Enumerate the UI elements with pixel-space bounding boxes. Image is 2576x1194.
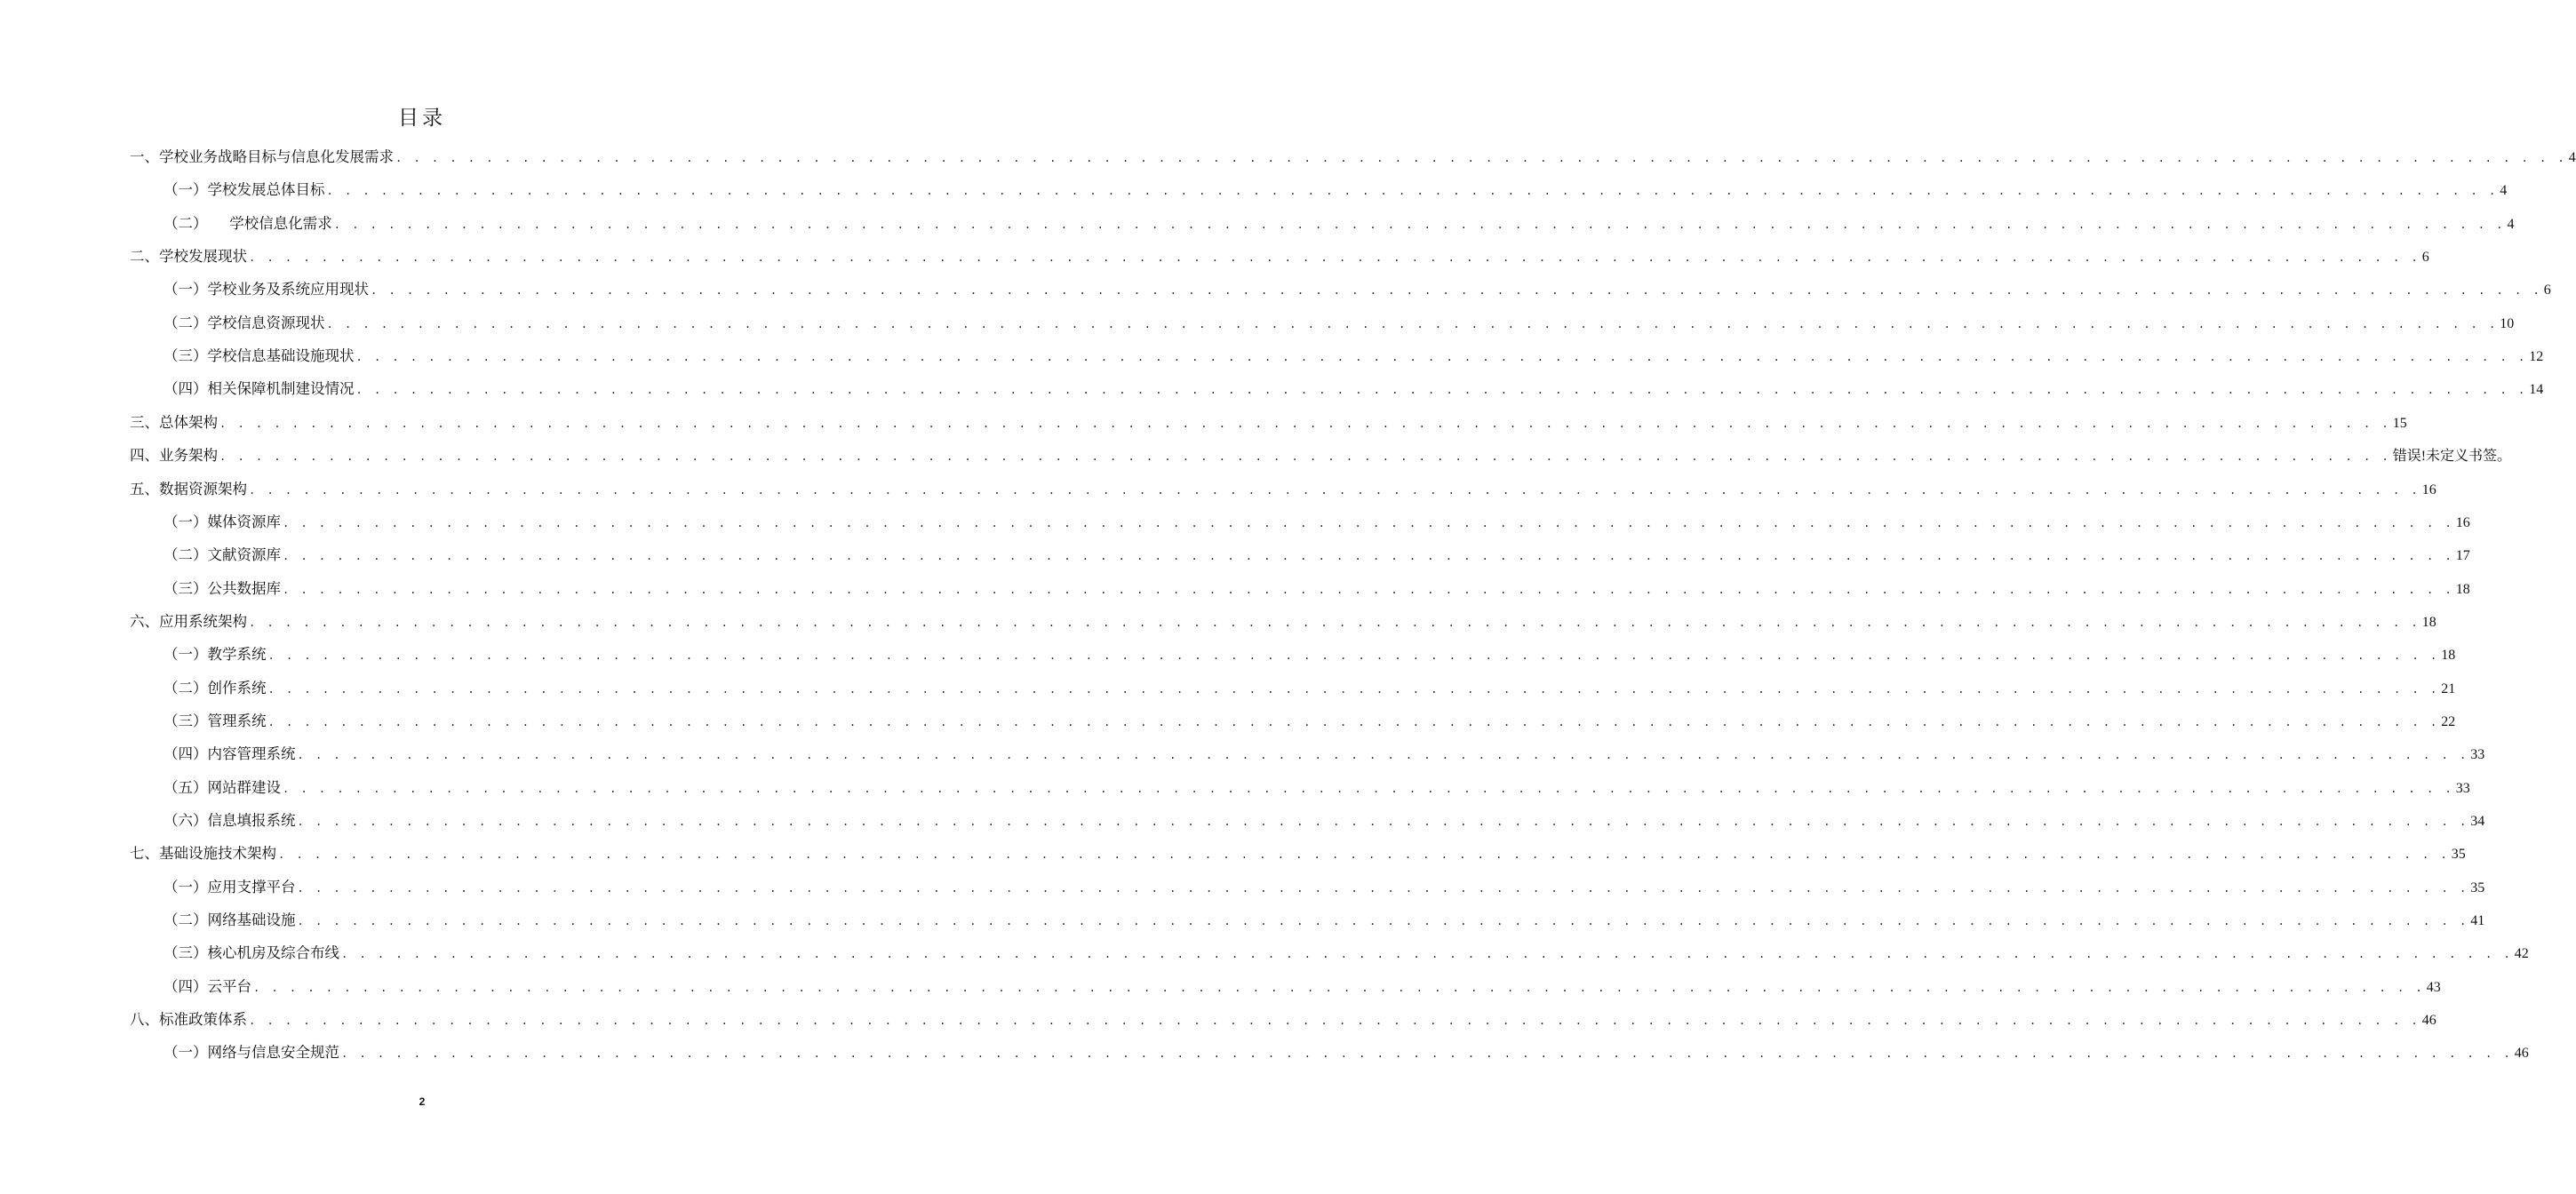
toc-entry-page: 4: [2500, 183, 2508, 199]
toc-dot-leader: . . . . . . . . . . . . . . . . . . . . . . . . . . . . . . . . . . . . . . . . . . . . . . . . . . . . . . . . . . . . . . . . . . . . . . . . . . . . . . . . . . . . . . . . . . . . . . . . . . . . . . . . . . . . . . . . . . . . . . . .: [371, 284, 2542, 298]
toc-dot-leader: . . . . . . . . . . . . . . . . . . . . . . . . . . . . . . . . . . . . . . . . . . . . . . . . . . . . . . . . . . . . . . . . . . . . . . . . . . . . . . . . . . . . . . . . . . . . . . . . . . . . . . . . . . . . . . . . . . . . . . . .: [219, 450, 2391, 464]
toc-entry-page: 4: [2507, 216, 2515, 232]
page-number: 2: [419, 1095, 426, 1108]
toc-entry-page: 16: [2455, 514, 2470, 530]
toc-entry[interactable]: [130, 244, 2429, 271]
toc-entry[interactable]: [163, 1040, 2529, 1067]
toc-entry-page: 22: [2441, 713, 2456, 729]
toc-entry-page: 14: [2529, 382, 2544, 398]
toc-dot-leader: . . . . . . . . . . . . . . . . . . . . . . . . . . . . . . . . . . . . . . . . . . . . . . . . . . . . . . . . . . . . . . . . . . . . . . . . . . . . . . . . . . . . . . . . . . . . . . . . . . . . . . . . . . . . . . . . . . . . . . . .: [267, 715, 2440, 728]
toc-dot-leader: . . . . . . . . . . . . . . . . . . . . . . . . . . . . . . . . . . . . . . . . . . . . . . . . . . . . . . . . . . . . . . . . . . . . . . . . . . . . . . . . . . . . . . . . . . . . . . . . . . . . . . . . . . . . . . . . . . . . . . . .: [249, 616, 2420, 629]
toc-entry-page: 15: [2392, 415, 2407, 431]
toc-entry-page: 42: [2514, 946, 2529, 962]
toc-entry-label: （二）文献资源库: [163, 546, 281, 564]
toc-entry-label: （三）学校信息基础设施现状: [163, 347, 355, 365]
toc-entry-label: （三）管理系统: [163, 712, 267, 729]
toc-entry-page: 35: [2470, 880, 2485, 896]
toc-entry-page: 35: [2451, 847, 2466, 863]
toc-entry-label: 二、学校发展现状: [130, 248, 247, 266]
toc-dot-leader: . . . . . . . . . . . . . . . . . . . . . . . . . . . . . . . . . . . . . . . . . . . . . . . . . . . . . . . . . . . . . . . . . . . . . . . . . . . . . . . . . . . . . . . . . . . . . . . . . . . . . . . . . . . . . . . . . . . . . . . .: [283, 550, 2454, 563]
toc-dot-leader: . . . . . . . . . . . . . . . . . . . . . . . . . . . . . . . . . . . . . . . . . . . . . . . . . . . . . . . . . . . . . . . . . . . . . . . . . . . . . . . . . . . . . . . . . . . . . . . . . . . . . . . . . . . . . . . . . . . . . . . .: [283, 516, 2454, 529]
toc-entry[interactable]: [163, 875, 2485, 902]
toc-dot-leader: . . . . . . . . . . . . . . . . . . . . . . . . . . . . . . . . . . . . . . . . . . . . . . . . . . . . . . . . . . . . . . . . . . . . . . . . . . . . . . . . . . . . . . . . . . . . . . . . . . . . . . . . . . . . . . . . . . . . . . . .: [219, 417, 2391, 430]
toc-entry-label: 八、标准政策体系: [130, 1011, 247, 1029]
toc-entry[interactable]: [163, 277, 2551, 304]
toc-entry[interactable]: [163, 908, 2485, 935]
toc-dot-leader: . . . . . . . . . . . . . . . . . . . . . . . . . . . . . . . . . . . . . . . . . . . . . . . . . . . . . . . . . . . . . . . . . . . . . . . . . . . . . . . . . . . . . . . . . . . . . . . . . . . . . . . . . . . . . . . . . . . . . . . .: [249, 1015, 2420, 1028]
toc-entry-label: （一）学校业务及系统应用现状: [163, 281, 369, 298]
toc-entry-page: 12: [2529, 349, 2544, 365]
toc-dot-leader: . . . . . . . . . . . . . . . . . . . . . . . . . . . . . . . . . . . . . . . . . . . . . . . . . . . . . . . . . . . . . . . . . . . . . . . . . . . . . . . . . . . . . . . . . . . . . . . . . . . . . . . . . . . . . . . . . . . . . . . .: [267, 682, 2440, 696]
toc-entry[interactable]: [163, 178, 2508, 204]
toc-entry-page: 4: [2568, 150, 2576, 165]
toc-entry[interactable]: [163, 577, 2470, 603]
toc-entry-page: 6: [2543, 283, 2551, 298]
toc-entry[interactable]: [163, 377, 2544, 403]
toc-entry[interactable]: [163, 676, 2456, 703]
toc-entry[interactable]: [130, 609, 2436, 636]
toc-dot-leader: . . . . . . . . . . . . . . . . . . . . . . . . . . . . . . . . . . . . . . . . . . . . . . . . . . . . . . . . . . . . . . . . . . . . . . . . . . . . . . . . . . . . . . . . . . . . . . . . . . . . . . . . . . . . . . . . . . . . . . . .: [249, 251, 2420, 265]
toc-entry-page: 错误!未定义书签。: [2392, 449, 2512, 465]
toc-entry[interactable]: [163, 742, 2485, 768]
toc-entry-label: 四、业务架构: [130, 447, 218, 465]
toc-dot-leader: . . . . . . . . . . . . . . . . . . . . . . . . . . . . . . . . . . . . . . . . . . . . . . . . . . . . . . . . . . . . . . . . . . . . . . . . . . . . . . . . . . . . . . . . . . . . . . . . . . . . . . . . . . . . . . . . . . . . . . . .: [283, 782, 2454, 795]
toc-entry[interactable]: [163, 975, 2441, 1001]
toc-entry[interactable]: [163, 344, 2544, 370]
toc-entry-label: （一）学校发展总体目标: [163, 181, 325, 199]
toc-dot-leader: . . . . . . . . . . . . . . . . . . . . . . . . . . . . . . . . . . . . . . . . . . . . . . . . . . . . . . . . . . . . . . . . . . . . . . . . . . . . . . . . . . . . . . . . . . . . . . . . . . . . . . . . . . . . . . . . . . . . . . . .: [326, 185, 2499, 198]
toc-dot-leader: . . . . . . . . . . . . . . . . . . . . . . . . . . . . . . . . . . . . . . . . . . . . . . . . . . . . . . . . . . . . . . . . . . . . . . . . . . . . . . . . . . . . . . . . . . . . . . . . . . . . . . . . . . . . . . . . . . . . . . . .: [355, 384, 2528, 397]
toc-entry-page: 33: [2455, 780, 2470, 796]
toc-entry-page: 17: [2455, 548, 2470, 564]
toc-entry-page: 16: [2421, 482, 2436, 498]
toc-entry-label: 一、学校业务战略目标与信息化发展需求: [130, 148, 394, 165]
toc-entry-page: 6: [2421, 250, 2429, 266]
toc-dot-leader: . . . . . . . . . . . . . . . . . . . . . . . . . . . . . . . . . . . . . . . . . . . . . . . . . . . . . . . . . . . . . . . . . . . . . . . . . . . . . . . . . . . . . . . . . . . . . . . . . . . . . . . . . . . . . . . . . . . . . . . .: [395, 152, 2567, 164]
toc-dot-leader: . . . . . . . . . . . . . . . . . . . . . . . . . . . . . . . . . . . . . . . . . . . . . . . . . . . . . . . . . . . . . . . . . . . . . . . . . . . . . . . . . . . . . . . . . . . . . . . . . . . . . . . . . . . . . . . . . . . . . . . .: [297, 816, 2469, 828]
toc-entry-page: 46: [2421, 1013, 2436, 1029]
toc-entry-label: （二）学校信息资源现状: [163, 314, 325, 331]
toc-entry[interactable]: [130, 841, 2466, 868]
toc-entry-label: （二）网络基础设施: [163, 911, 296, 929]
toc-entry-label: 三、总体架构: [130, 413, 218, 431]
toc-entry-page: 10: [2500, 315, 2515, 331]
toc-entry-label: （一）教学系统: [163, 646, 267, 664]
toc-entry-label: （三）公共数据库: [163, 579, 281, 597]
toc-dot-leader: . . . . . . . . . . . . . . . . . . . . . . . . . . . . . . . . . . . . . . . . . . . . . . . . . . . . . . . . . . . . . . . . . . . . . . . . . . . . . . . . . . . . . . . . . . . . . . . . . . . . . . . . . . . . . . . . . . . . . . . .: [253, 981, 2425, 994]
toc-dot-leader: . . . . . . . . . . . . . . . . . . . . . . . . . . . . . . . . . . . . . . . . . . . . . . . . . . . . . . . . . . . . . . . . . . . . . . . . . . . . . . . . . . . . . . . . . . . . . . . . . . . . . . . . . . . . . . . . . . . . . . . .: [355, 351, 2528, 364]
toc-entry[interactable]: [163, 808, 2485, 835]
toc-dot-leader: . . . . . . . . . . . . . . . . . . . . . . . . . . . . . . . . . . . . . . . . . . . . . . . . . . . . . . . . . . . . . . . . . . . . . . . . . . . . . . . . . . . . . . . . . . . . . . . . . . . . . . . . . . . . . . . . . . . . . . . .: [326, 317, 2499, 330]
toc-dot-leader: . . . . . . . . . . . . . . . . . . . . . . . . . . . . . . . . . . . . . . . . . . . . . . . . . . . . . . . . . . . . . . . . . . . . . . . . . . . . . . . . . . . . . . . . . . . . . . . . . . . . . . . . . . . . . . . . . . . . . . . .: [341, 1047, 2513, 1061]
toc-dot-leader: . . . . . . . . . . . . . . . . . . . . . . . . . . . . . . . . . . . . . . . . . . . . . . . . . . . . . . . . . . . . . . . . . . . . . . . . . . . . . . . . . . . . . . . . . . . . . . . . . . . . . . . . . . . . . . . . . . . . . . . .: [297, 915, 2469, 928]
toc-dot-leader: . . . . . . . . . . . . . . . . . . . . . . . . . . . . . . . . . . . . . . . . . . . . . . . . . . . . . . . . . . . . . . . . . . . . . . . . . . . . . . . . . . . . . . . . . . . . . . . . . . . . . . . . . . . . . . . . . . . . . . . .: [267, 649, 2440, 663]
toc-entry[interactable]: [130, 1007, 2436, 1034]
toc-entry-label: （二） 学校信息化需求: [163, 214, 332, 232]
toc-entry-label: 七、基础设施技术架构: [130, 845, 276, 863]
toc-entry[interactable]: [130, 443, 2512, 470]
toc-entry-label: （五）网站群建设: [163, 778, 281, 796]
toc-entry-label: 五、数据资源架构: [130, 480, 247, 498]
toc-dot-leader: . . . . . . . . . . . . . . . . . . . . . . . . . . . . . . . . . . . . . . . . . . . . . . . . . . . . . . . . . . . . . . . . . . . . . . . . . . . . . . . . . . . . . . . . . . . . . . . . . . . . . . . . . . . . . . . . . . . . . . . .: [333, 218, 2506, 231]
toc-entry-page: 41: [2470, 913, 2485, 929]
toc-entry-label: （四）相关保障机制建设情况: [163, 380, 355, 398]
toc-dot-leader: . . . . . . . . . . . . . . . . . . . . . . . . . . . . . . . . . . . . . . . . . . . . . . . . . . . . . . . . . . . . . . . . . . . . . . . . . . . . . . . . . . . . . . . . . . . . . . . . . . . . . . . . . . . . . . . . . . . . . . . .: [278, 848, 2450, 862]
toc-entry-label: （六）信息填报系统: [163, 812, 296, 829]
toc-entry-label: （一）网络与信息安全规范: [163, 1044, 339, 1062]
toc-entry[interactable]: [163, 642, 2456, 669]
toc-entry-page: 18: [2421, 614, 2436, 630]
toc-entry-page: 18: [2441, 648, 2456, 664]
toc-entry-page: 34: [2470, 814, 2485, 829]
toc-entry-label: 六、应用系统架构: [130, 612, 247, 630]
toc-entry[interactable]: [163, 543, 2470, 569]
toc-entry[interactable]: [163, 709, 2456, 736]
toc-entry-page: 21: [2441, 681, 2456, 696]
toc-entry-label: （二）创作系统: [163, 679, 267, 696]
toc-entry[interactable]: [163, 211, 2515, 238]
toc-entry-page: 43: [2426, 979, 2441, 995]
toc-entry[interactable]: [163, 941, 2529, 967]
toc-dot-leader: . . . . . . . . . . . . . . . . . . . . . . . . . . . . . . . . . . . . . . . . . . . . . . . . . . . . . . . . . . . . . . . . . . . . . . . . . . . . . . . . . . . . . . . . . . . . . . . . . . . . . . . . . . . . . . . . . . . . . . . .: [283, 583, 2454, 596]
toc-entry[interactable]: [130, 410, 2407, 437]
toc-dot-leader: . . . . . . . . . . . . . . . . . . . . . . . . . . . . . . . . . . . . . . . . . . . . . . . . . . . . . . . . . . . . . . . . . . . . . . . . . . . . . . . . . . . . . . . . . . . . . . . . . . . . . . . . . . . . . . . . . . . . . . . .: [297, 749, 2469, 762]
toc-title: 目录: [398, 107, 446, 130]
toc-entry-label: （一）应用支撑平台: [163, 878, 296, 896]
toc-entry-label: （四）云平台: [163, 977, 251, 995]
toc-dot-leader: . . . . . . . . . . . . . . . . . . . . . . . . . . . . . . . . . . . . . . . . . . . . . . . . . . . . . . . . . . . . . . . . . . . . . . . . . . . . . . . . . . . . . . . . . . . . . . . . . . . . . . . . . . . . . . . . . . . . . . . .: [249, 483, 2420, 497]
toc-entry-label: （一）媒体资源库: [163, 513, 281, 530]
toc-entry[interactable]: [163, 510, 2470, 537]
toc-entry-page: 18: [2455, 581, 2470, 597]
toc-entry[interactable]: [163, 311, 2515, 338]
toc-entry-label: （四）内容管理系统: [163, 745, 296, 763]
toc-entry[interactable]: [163, 776, 2470, 802]
toc-dot-leader: . . . . . . . . . . . . . . . . . . . . . . . . . . . . . . . . . . . . . . . . . . . . . . . . . . . . . . . . . . . . . . . . . . . . . . . . . . . . . . . . . . . . . . . . . . . . . . . . . . . . . . . . . . . . . . . . . . . . . . . .: [297, 881, 2469, 895]
toc-dot-leader: . . . . . . . . . . . . . . . . . . . . . . . . . . . . . . . . . . . . . . . . . . . . . . . . . . . . . . . . . . . . . . . . . . . . . . . . . . . . . . . . . . . . . . . . . . . . . . . . . . . . . . . . . . . . . . . . . . . . . . . .: [341, 948, 2513, 961]
toc-entry-page: 33: [2470, 747, 2485, 763]
toc-entry[interactable]: [130, 477, 2436, 504]
toc-entry-page: 46: [2514, 1046, 2529, 1062]
toc-entry[interactable]: [130, 145, 2576, 171]
toc-entry-label: （三）核心机房及综合布线: [163, 944, 339, 962]
